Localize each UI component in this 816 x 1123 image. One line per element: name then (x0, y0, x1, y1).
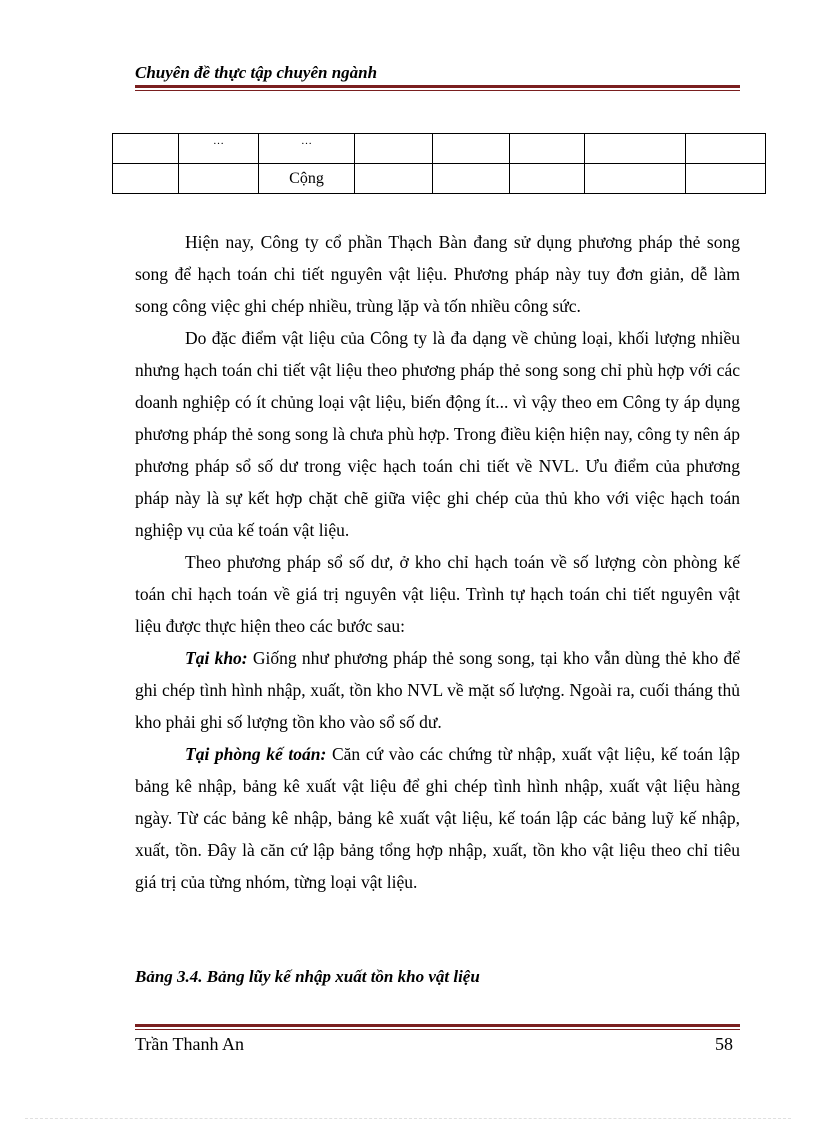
table-cell (686, 164, 766, 194)
paragraph-text: Hiện nay, Công ty cổ phần Thạch Bàn đang sử dụng phương pháp thẻ song song để hạch toán chi tiết nguyên vật liệu. Phương pháp này tuy đơn giản, dễ làm song công việc ghi chép nhiều, trùng lặp và tốn nhiều công sức. (135, 232, 740, 316)
paragraph-text: Do đặc điểm vật liệu của Công ty là đa dạng về chủng loại, khối lượng nhiều nhưng hạch toán chi tiết vật liệu theo phương pháp thẻ song song chỉ phù hợp với các doanh nghiệp có ít chủng loại vật liệu, biến động ít... vì vậy theo em Công ty áp dụng phương pháp thẻ song song là chưa phù hợp. Trong điều kiện hiện nay, công ty nên áp phương pháp sổ số dư trong việc hạch toán chi tiết về NVL. Ưu điểm của phương pháp này là sự kết hợp chặt chẽ giữa việc ghi chép của thủ kho với việc hạch toán nghiệp vụ của kế toán vật liệu. (135, 328, 740, 540)
paragraph-text: Theo phương pháp sổ số dư, ở kho chỉ hạch toán về số lượng còn phòng kế toán chỉ hạch toán về giá trị nguyên vật liệu. Trình tự hạch toán chi tiết nguyên vật liệu được thực hiện theo các bước sau: (135, 552, 740, 636)
table-cell (433, 164, 510, 194)
table-row-total (113, 164, 766, 194)
total-label-cell: Cộng (259, 164, 355, 194)
paragraph (135, 738, 740, 898)
table-cell (355, 164, 433, 194)
paragraph-lead: Tại kho: (185, 648, 248, 668)
table-cell (686, 134, 766, 164)
table-cell (510, 164, 585, 194)
table-cell (510, 134, 585, 164)
table-row (113, 134, 766, 164)
footer-author: Trần Thanh An (135, 1034, 245, 1054)
table-cell (433, 134, 510, 164)
page-number: 58 (715, 1034, 733, 1054)
table-cell: … (259, 134, 355, 164)
ledger-table (112, 133, 766, 194)
paragraph-lead: Tại phòng kế toán: (185, 744, 327, 764)
table-caption: Bảng 3.4. Bảng lũy kế nhập xuất tồn kho vật liệu (135, 967, 480, 986)
footer-rule (135, 1024, 740, 1030)
table-cell (585, 134, 686, 164)
page-edge-divider (25, 1118, 791, 1119)
paragraph (135, 642, 740, 738)
paragraph (135, 226, 740, 322)
table-cell (179, 164, 259, 194)
header-rule (135, 85, 740, 91)
page-header-title: Chuyên đề thực tập chuyên ngành (135, 63, 378, 82)
table-cell: … (179, 134, 259, 164)
paragraph (135, 546, 740, 642)
table-cell (355, 134, 433, 164)
paragraph (135, 322, 740, 546)
paragraph-text: Căn cứ vào các chứng từ nhập, xuất vật liệu, kế toán lập bảng kê nhập, bảng kê xuất vật liệu để ghi chép tình hình nhập, xuất vật liệu hàng ngày. Từ các bảng kê nhập, bảng kê xuất vật liệu, kế toán lập các bảng luỹ kế nhập, xuất, tồn. Đây là căn cứ lập bảng tổng hợp nhập, xuất, tồn kho vật liệu theo chỉ tiêu giá trị của từng nhóm, từng loại vật liệu. (135, 744, 740, 892)
table-cell (113, 134, 179, 164)
table-cell (113, 164, 179, 194)
body-text (135, 226, 740, 898)
paragraph-text: Giống như phương pháp thẻ song song, tại kho vẫn dùng thẻ kho để ghi chép tình hình nhập, xuất, tồn kho NVL về mặt số lượng. Ngoài ra, cuối tháng thủ kho phải ghi số lượng tồn kho vào sổ số dư. (135, 648, 740, 732)
table-cell (585, 164, 686, 194)
